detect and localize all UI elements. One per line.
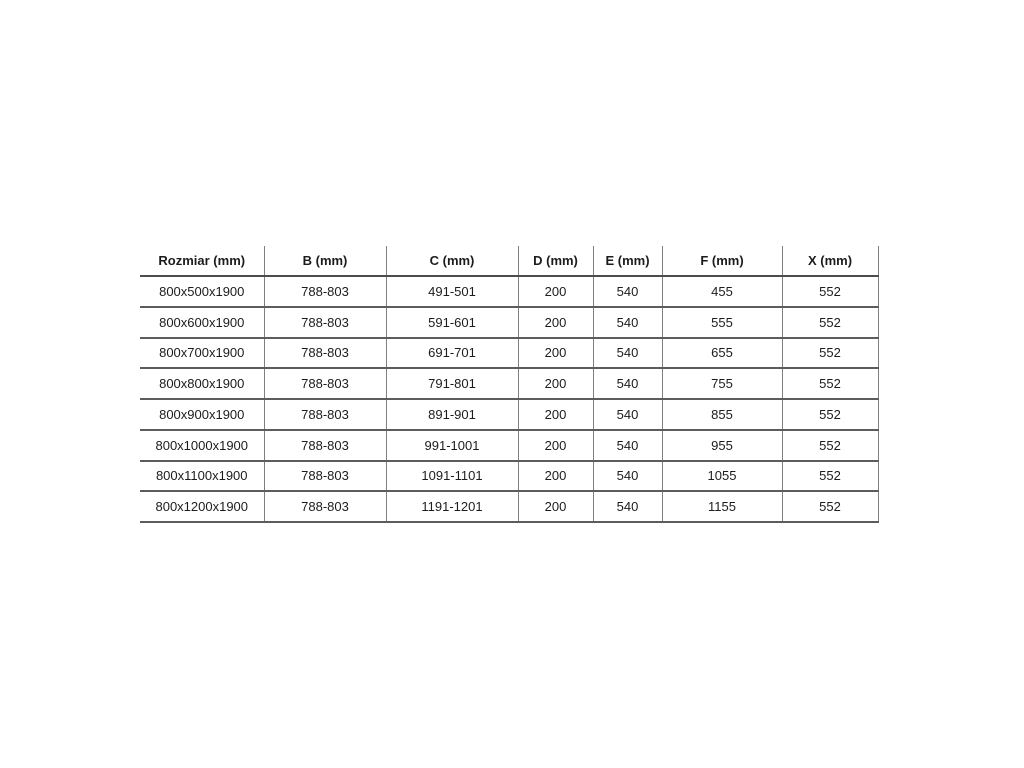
spec-table-body xyxy=(140,276,878,522)
table-cell: 788-803 xyxy=(264,276,386,307)
column-header: B (mm) xyxy=(264,246,386,276)
table-row xyxy=(140,399,878,430)
table-row xyxy=(140,461,878,492)
table-cell: 788-803 xyxy=(264,491,386,522)
table-cell: 788-803 xyxy=(264,307,386,338)
spec-table-header xyxy=(140,246,878,276)
table-cell: 800x600x1900 xyxy=(140,307,264,338)
table-row xyxy=(140,430,878,461)
header-row xyxy=(140,246,878,276)
table-cell: 552 xyxy=(782,307,878,338)
table-cell: 800x800x1900 xyxy=(140,368,264,399)
table-cell: 540 xyxy=(593,491,662,522)
table-cell: 1055 xyxy=(662,461,782,492)
table-cell: 200 xyxy=(518,491,593,522)
table-cell: 540 xyxy=(593,307,662,338)
table-cell: 552 xyxy=(782,430,878,461)
table-cell: 200 xyxy=(518,368,593,399)
table-row xyxy=(140,338,878,369)
dimensions-spec-table xyxy=(140,246,879,523)
table-cell: 755 xyxy=(662,368,782,399)
table-cell: 200 xyxy=(518,307,593,338)
table-cell: 1155 xyxy=(662,491,782,522)
table-cell: 200 xyxy=(518,430,593,461)
table-cell: 691-701 xyxy=(386,338,518,369)
table-cell: 552 xyxy=(782,491,878,522)
table-cell: 955 xyxy=(662,430,782,461)
table-cell: 991-1001 xyxy=(386,430,518,461)
table-cell: 552 xyxy=(782,276,878,307)
table-cell: 555 xyxy=(662,307,782,338)
table-cell: 552 xyxy=(782,399,878,430)
table-cell: 800x900x1900 xyxy=(140,399,264,430)
table-row xyxy=(140,491,878,522)
table-cell: 200 xyxy=(518,276,593,307)
table-cell: 655 xyxy=(662,338,782,369)
table-cell: 540 xyxy=(593,276,662,307)
table-cell: 1191-1201 xyxy=(386,491,518,522)
table-cell: 788-803 xyxy=(264,368,386,399)
table-cell: 540 xyxy=(593,430,662,461)
table-cell: 540 xyxy=(593,461,662,492)
table-cell: 540 xyxy=(593,399,662,430)
column-header: F (mm) xyxy=(662,246,782,276)
column-header: D (mm) xyxy=(518,246,593,276)
table-cell: 540 xyxy=(593,338,662,369)
table-cell: 800x1200x1900 xyxy=(140,491,264,522)
column-header: Rozmiar (mm) xyxy=(140,246,264,276)
table-cell: 855 xyxy=(662,399,782,430)
table-cell: 791-801 xyxy=(386,368,518,399)
column-header: C (mm) xyxy=(386,246,518,276)
table-row xyxy=(140,368,878,399)
table-cell: 891-901 xyxy=(386,399,518,430)
table-cell: 1091-1101 xyxy=(386,461,518,492)
column-header: E (mm) xyxy=(593,246,662,276)
table-row xyxy=(140,276,878,307)
table-cell: 591-601 xyxy=(386,307,518,338)
table-cell: 552 xyxy=(782,461,878,492)
table-cell: 552 xyxy=(782,338,878,369)
table-cell: 200 xyxy=(518,338,593,369)
table-cell: 800x1000x1900 xyxy=(140,430,264,461)
table-cell: 800x500x1900 xyxy=(140,276,264,307)
table-cell: 788-803 xyxy=(264,399,386,430)
table-cell: 200 xyxy=(518,461,593,492)
table-cell: 540 xyxy=(593,368,662,399)
table-cell: 200 xyxy=(518,399,593,430)
table-row xyxy=(140,307,878,338)
table-cell: 491-501 xyxy=(386,276,518,307)
table-cell: 800x700x1900 xyxy=(140,338,264,369)
table-cell: 788-803 xyxy=(264,430,386,461)
table-cell: 552 xyxy=(782,368,878,399)
column-header: X (mm) xyxy=(782,246,878,276)
table-cell: 788-803 xyxy=(264,338,386,369)
table-cell: 788-803 xyxy=(264,461,386,492)
table-cell: 800x1100x1900 xyxy=(140,461,264,492)
table-cell: 455 xyxy=(662,276,782,307)
